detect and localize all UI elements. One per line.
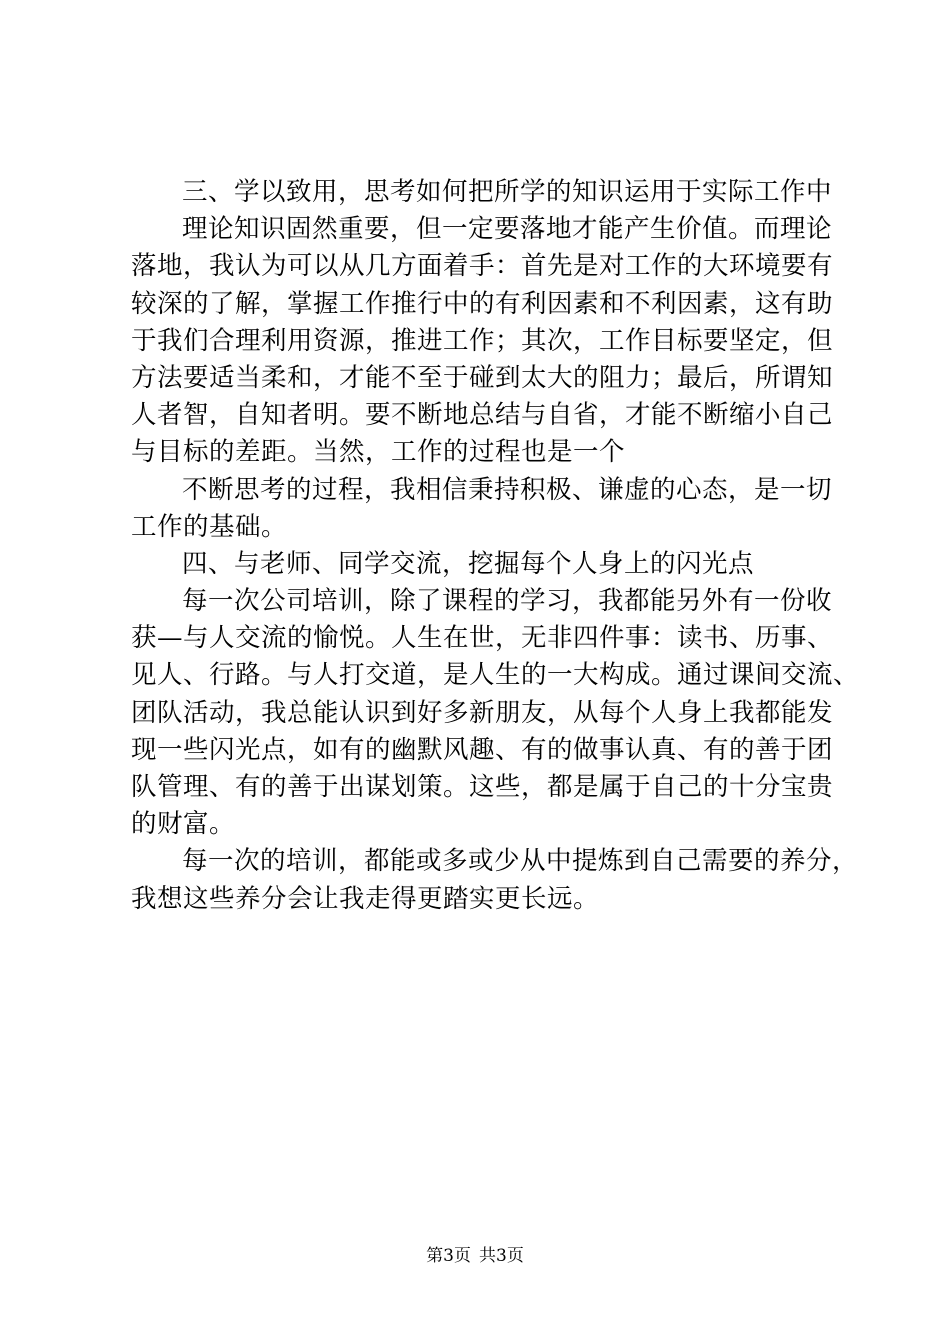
page-number: 第3页 xyxy=(426,1246,471,1266)
text-line: 每一次的培训，都能或多或少从中提炼到自己需要的养分， xyxy=(182,846,859,877)
text-line: 不断思考的过程，我相信秉持积极、谦虚的心态，是一切 xyxy=(182,474,833,505)
text-line: 见人、行路。与人打交道，是人生的一大构成。通过课间交流、 xyxy=(131,660,860,691)
text-line: 队管理、有的善于出谋划策。这些，都是属于自己的十分宝贵 xyxy=(131,772,834,802)
text-line: 工作的基础。 xyxy=(131,511,288,542)
text-line: 每一次公司培训，除了课程的学习，我都能另外有一份收 xyxy=(182,586,833,617)
text-line: 落地，我认为可以从几方面着手：首先是对工作的大环境要有 xyxy=(131,251,834,282)
text-line: 我想这些养分会让我走得更踏实更长远。 xyxy=(131,883,600,914)
text-line: 团队活动，我总能认识到好多新朋友，从每个人身上我都能发 xyxy=(131,697,834,728)
page-total: 共3页 xyxy=(479,1246,524,1266)
text-line: 于我们合理利用资源，推进工作；其次，工作目标要坚定，但 xyxy=(131,325,834,356)
text-line: 获—与人交流的愉悦。人生在世，无非四件事：读书、历事、 xyxy=(131,623,834,654)
page-footer xyxy=(0,1244,950,1268)
text-line: 与目标的差距。当然，工作的过程也是一个 xyxy=(131,437,626,468)
document-body xyxy=(131,174,860,918)
text-line: 四、与老师、同学交流，挖掘每个人身上的闪光点 xyxy=(182,548,755,579)
text-line: 三、学以致用，思考如何把所学的知识运用于实际工作中 xyxy=(182,177,833,207)
text-line: 方法要适当柔和，才能不至于碰到太大的阻力；最后，所谓知 xyxy=(131,362,834,393)
text-line: 人者智，自知者明。要不断地总结与自省，才能不断缩小自己 xyxy=(131,400,834,431)
text-line: 理论知识固然重要，但一定要落地才能产生价值。而理论 xyxy=(182,214,833,245)
text-line: 的财富。 xyxy=(131,809,236,840)
text-line: 现一些闪光点，如有的幽默风趣、有的做事认真、有的善于团 xyxy=(131,734,834,765)
text-line: 较深的了解，掌握工作推行中的有利因素和不利因素，这有助 xyxy=(131,288,834,319)
